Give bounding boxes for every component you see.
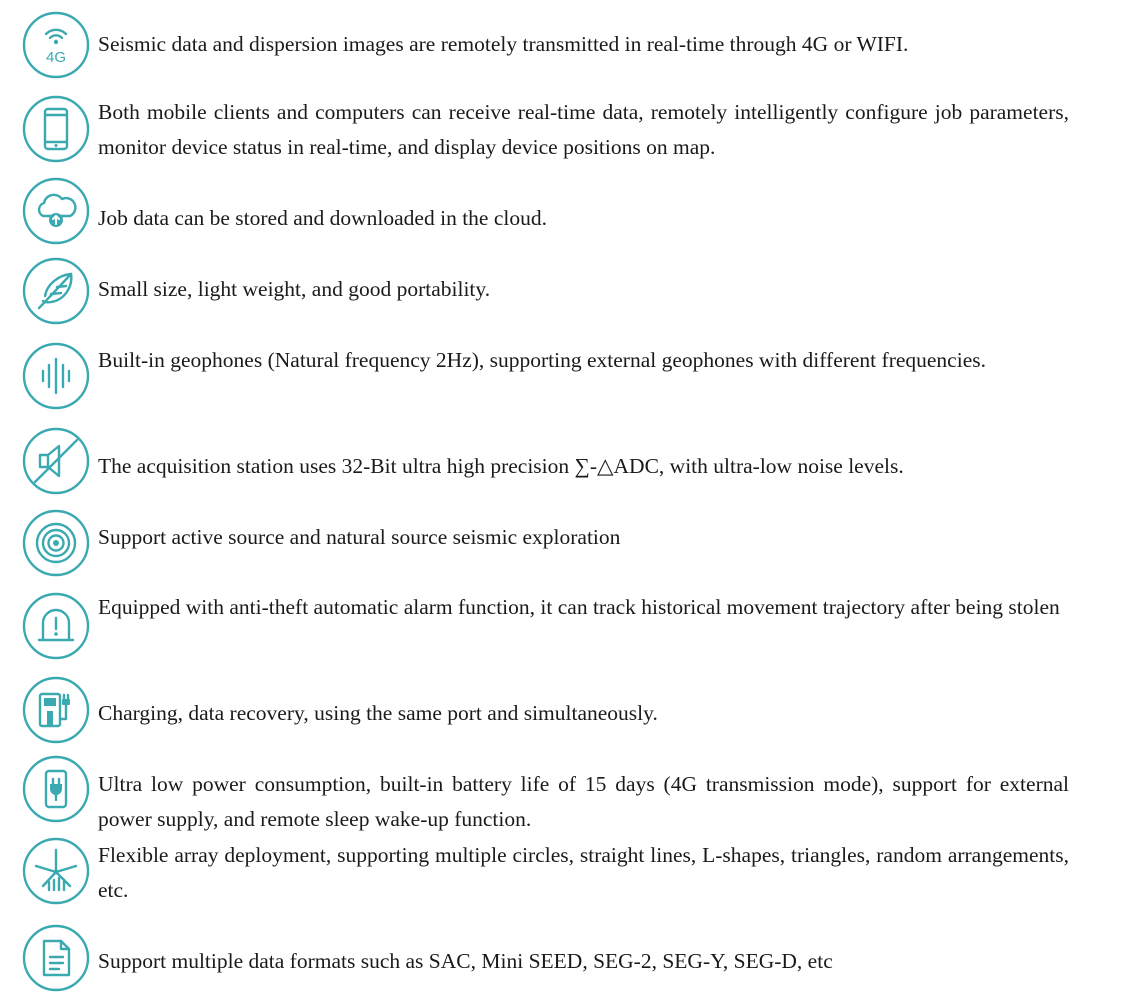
charging-station-icon [21,675,91,745]
feature-text: Both mobile clients and computers can receive real-time data, remotely intelligently configure job parameters, monitor device status in real-time, and display device positions on map. [98,100,1069,159]
feature-text: Ultra low power consumption, built-in battery life of 15 days (4G transmission mode), support for external power supply, and remote sleep wake-up function. [98,772,1069,831]
feature-text: Support multiple data formats such as SAC, Mini SEED, SEG-2, SEG-Y, SEG-D, etc [98,949,833,973]
feature-text: Charging, data recovery, using the same port and simultaneously. [98,701,658,725]
alarm-icon [21,591,91,661]
mute-speaker-icon [21,426,91,496]
svg-text:4G: 4G [45,49,67,66]
feature-icon [21,256,91,326]
concentric-circles-icon [21,508,91,578]
feature-text: Job data can be stored and downloaded in the cloud. [98,206,547,230]
4g-signal-icon [21,10,91,80]
feature-text: The acquisition station uses 32-Bit ultra high precision ∑-△ADC, with ultra-low noise levels. [98,454,904,478]
array-deployment-icon [21,836,91,906]
feature-text: Flexible array deployment, supporting multiple circles, straight lines, L-shapes, triangles, random arrangements, etc. [98,843,1069,902]
feather-icon [21,256,91,326]
feature-text: Seismic data and dispersion images are remotely transmitted in real-time through 4G or WIFI. [98,32,909,56]
feature-text: Equipped with anti-theft automatic alarm function, it can track historical movement trajectory after being stolen [98,595,1060,619]
feature-text: Small size, light weight, and good portability. [98,277,491,301]
cloud-upload-icon [21,176,91,246]
feature-text: Built-in geophones (Natural frequency 2Hz), supporting external geophones with different frequencies. [98,348,986,372]
waveform-icon [21,341,91,411]
document-icon [21,923,91,993]
power-plug-icon [21,754,91,824]
feature-text: Support active source and natural source seismic exploration [98,525,621,549]
mobile-phone-icon [21,94,91,164]
